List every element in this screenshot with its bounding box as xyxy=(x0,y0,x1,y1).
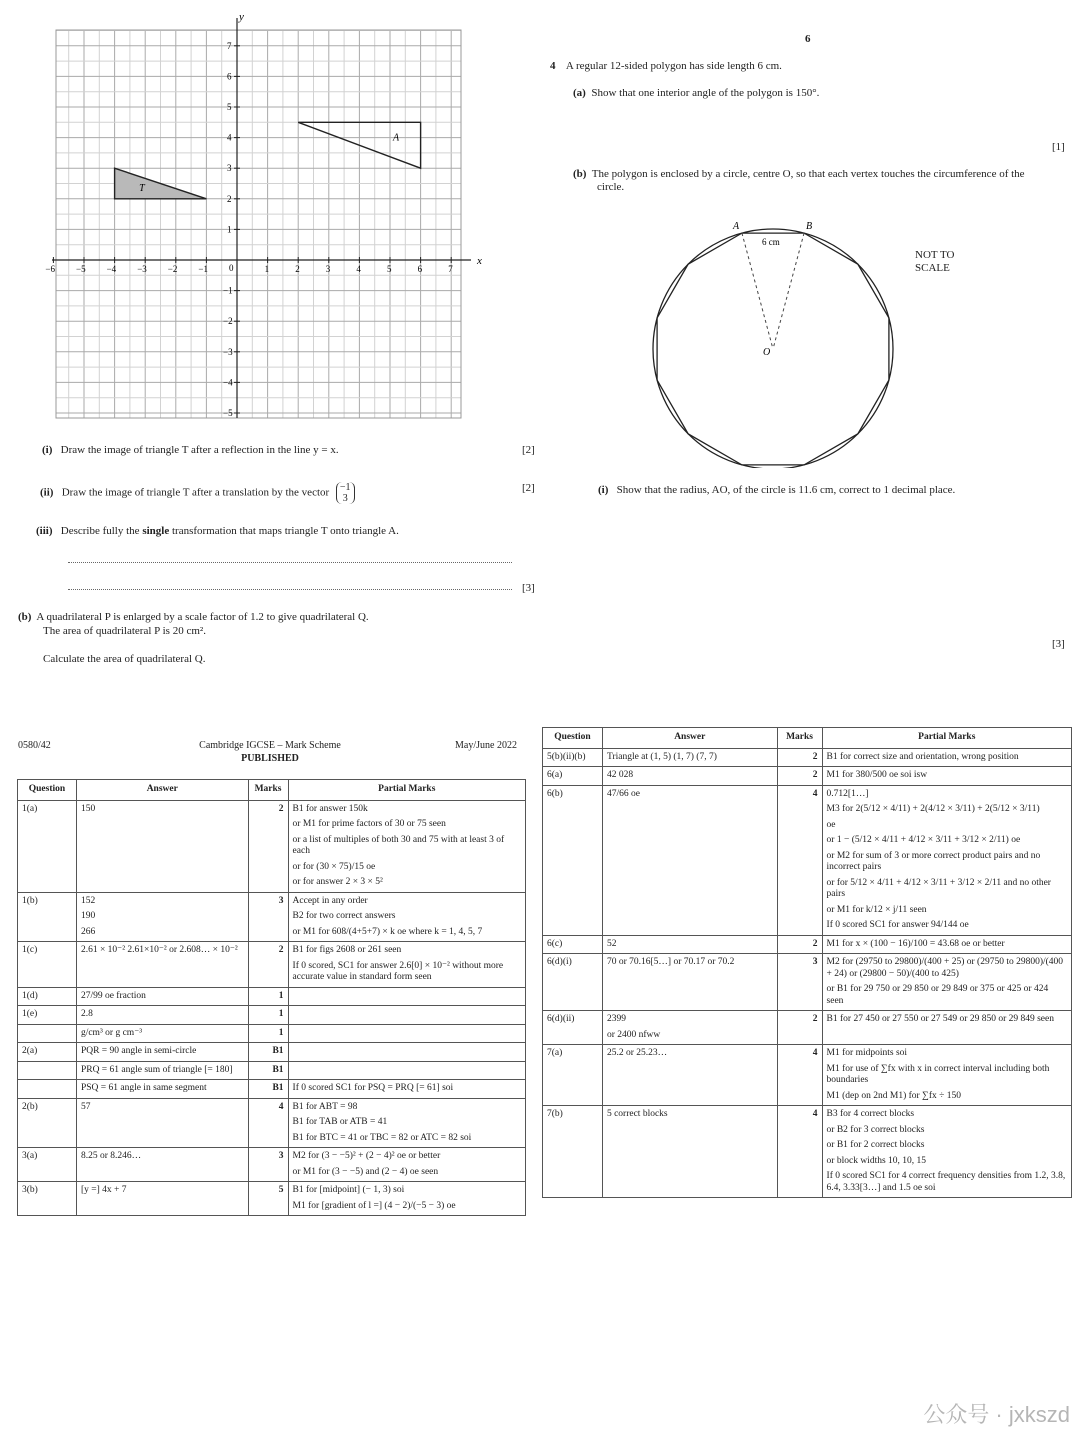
table-row xyxy=(543,785,1072,935)
cell-text: M2 for (3 − −5)² + (2 − 4)² oe or better xyxy=(292,1151,441,1161)
y-tick-label: −4 xyxy=(223,377,233,388)
question-cell xyxy=(543,935,603,954)
y-tick-label: 6 xyxy=(227,71,232,82)
radius-ao xyxy=(742,233,773,349)
mark-scheme-table-left xyxy=(17,779,526,1216)
answer-cell xyxy=(602,935,777,954)
cell-text: or M1 for (3 − −5) and (2 − 4) oe seen xyxy=(292,1166,439,1177)
cell-text: M2 for (29750 to 29800)/(400 + 25) or (29750 to 29800)/(400 + 24) or (29800 − 50)/(400 to 425) xyxy=(826,957,1064,979)
marks-cell xyxy=(248,1080,288,1099)
cell-text: [y =] 4x + 7 xyxy=(80,1185,127,1195)
q4-b-i-mark: [3] xyxy=(1052,638,1065,650)
cell-text: If 0 scored SC1 for PSQ = PRQ [= 61] soi xyxy=(292,1083,454,1093)
cell-text: or M1 for k/12 × j/11 seen xyxy=(826,904,927,915)
cell-text: B1 for TAB or ATB = 41 xyxy=(292,1117,388,1127)
cell-text: Triangle at (1, 5) (1, 7) (7, 7) xyxy=(606,751,717,762)
cell-text: PSQ = 61 angle in same segment xyxy=(80,1083,207,1093)
cell-text: or for 5/12 × 4/11 + 4/12 × 3/11 + 3/12 × 2/11 and no other pairs xyxy=(826,877,1051,899)
question-cell xyxy=(18,1148,77,1182)
cell-text: M1 for x × (100 − 16)/100 = 43.68 oe or better xyxy=(826,938,1005,949)
question-cell xyxy=(543,767,603,786)
table-row xyxy=(18,1080,526,1099)
table-row xyxy=(543,1045,1072,1106)
cell-text: 4 xyxy=(278,1101,284,1112)
cell-text: 266 xyxy=(80,926,96,937)
cell-text: M1 for midpoints soi xyxy=(826,1048,908,1058)
cell-text: oe xyxy=(826,819,836,830)
marks-cell xyxy=(777,1011,822,1045)
marks-cell xyxy=(248,1061,288,1080)
cell-text: 6(d)(i) xyxy=(547,957,572,967)
cell-text: 1(e) xyxy=(22,1009,38,1019)
mark-scheme-table-right xyxy=(542,727,1072,1198)
cell-text: or B1 for 2 correct blocks xyxy=(826,1140,925,1150)
cell-text: 2 xyxy=(812,938,818,949)
q3-iii-mark: [3] xyxy=(522,582,535,594)
table-row xyxy=(543,1011,1072,1045)
cell-text: 1 xyxy=(278,1009,284,1019)
marks-cell xyxy=(777,748,822,767)
x-tick-label: −2 xyxy=(167,264,178,274)
cell-text: M1 (dep on 2nd M1) for ∑fx ÷ 150 xyxy=(826,1090,961,1101)
cell-text: or a list of multiples of both 30 and 75 with at least 3 of each xyxy=(292,834,505,856)
marks-cell xyxy=(248,800,288,892)
table-row xyxy=(18,987,526,1006)
cell-text: g/cm³ or g cm⁻³ xyxy=(80,1027,143,1038)
cell-text: 2(a) xyxy=(22,1046,38,1056)
cell-text: 2(b) xyxy=(22,1101,38,1112)
page-number: 6 xyxy=(805,33,811,45)
marks-cell xyxy=(777,785,822,935)
question-cell xyxy=(18,1006,77,1025)
question-cell xyxy=(18,1024,77,1043)
partial-marks-cell xyxy=(822,935,1071,954)
vertex-a-label: A xyxy=(732,221,740,233)
cell-text: PQR = 90 angle in semi-circle xyxy=(80,1046,197,1056)
vector-bottom: 3 xyxy=(342,493,348,504)
cell-text: B1 for [midpoint] (− 1, 3) soi xyxy=(292,1185,405,1195)
cell-text: 3(a) xyxy=(22,1151,38,1161)
cell-text: B1 for figs 2608 or 261 seen xyxy=(292,945,402,955)
question-cell xyxy=(18,987,77,1006)
answer-cell xyxy=(602,954,777,1011)
answer-cell xyxy=(76,1043,248,1062)
cell-text: 2.8 xyxy=(80,1009,93,1019)
partial-marks-cell xyxy=(822,1045,1071,1106)
cell-text: B1 for 27 450 or 27 550 or 27 549 or 29 850 or 29 849 seen xyxy=(826,1014,1054,1024)
column-header: Partial Marks xyxy=(822,728,1071,749)
q3-b-line3: Calculate the area of quadrilateral Q. xyxy=(43,653,206,665)
q4-a: (a) Show that one interior angle of the polygon is 150°. xyxy=(573,87,820,99)
cell-text: 6(c) xyxy=(547,938,563,949)
partial-marks-cell xyxy=(822,767,1071,786)
table-row xyxy=(543,954,1072,1011)
column-header: Marks xyxy=(248,780,288,801)
answer-cell xyxy=(602,785,777,935)
q4-stem: 4 A regular 12-sided polygon has side length 6 cm. xyxy=(550,60,782,72)
answer-cell xyxy=(76,800,248,892)
marks-cell xyxy=(777,954,822,1011)
cell-text: M1 for [gradient of l =] (4 − 2)/(−5 − 3) oe xyxy=(292,1200,456,1211)
question-cell xyxy=(18,1043,77,1062)
table-row xyxy=(18,1006,526,1025)
cell-text: B1 xyxy=(272,1083,284,1093)
cell-text: B1 xyxy=(272,1046,284,1056)
table-row xyxy=(18,892,526,942)
cell-text: 150 xyxy=(80,803,96,814)
cell-text: 52 xyxy=(606,938,617,949)
cell-text: If 0 scored SC1 for 4 correct frequency densities from 1.2, 3.8, 6.4, 3.33[3…] and 1.5 oe soi xyxy=(826,1171,1066,1193)
cell-text: 1(a) xyxy=(22,803,38,814)
answer-cell xyxy=(76,1024,248,1043)
x-tick-label: −3 xyxy=(137,264,147,274)
cell-text: B2 for two correct answers xyxy=(292,911,396,921)
answer-cell xyxy=(602,1045,777,1106)
y-axis-label: y xyxy=(239,11,244,23)
table-row xyxy=(543,748,1072,767)
cell-text: or 1 − (5/12 × 4/11 + 4/12 × 3/11 + 3/12 × 2/11) oe xyxy=(826,835,1021,845)
cell-text: B1 for ABT = 98 xyxy=(292,1101,358,1112)
centre-o-label: O xyxy=(763,347,771,358)
cell-text: 190 xyxy=(80,911,96,921)
grid-border xyxy=(56,30,461,418)
coordinate-grid xyxy=(0,0,540,430)
table-row xyxy=(18,800,526,892)
x-tick-label: 6 xyxy=(417,264,423,274)
marks-cell xyxy=(248,942,288,988)
q3-b-line2: The area of quadrilateral P is 20 cm². xyxy=(43,625,206,637)
q3-i: (i) Draw the image of triangle T after a reflection in the line y = x. xyxy=(42,444,339,456)
y-tick-label: 2 xyxy=(227,193,232,204)
partial-marks-cell xyxy=(288,892,525,942)
question-cell xyxy=(543,954,603,1011)
cell-text: 5(b)(ii)(b) xyxy=(547,751,586,762)
x-tick-label: 3 xyxy=(325,264,331,274)
answer-cell xyxy=(602,1011,777,1045)
marks-cell xyxy=(248,1043,288,1062)
table-row xyxy=(18,942,526,988)
marks-cell xyxy=(777,767,822,786)
answer-cell xyxy=(76,942,248,988)
cell-text: 7(a) xyxy=(547,1048,563,1058)
y-tick-label: −2 xyxy=(223,316,233,327)
q3-i-mark: [2] xyxy=(522,444,535,456)
y-tick-label: 1 xyxy=(227,224,232,235)
x-tick-label: 1 xyxy=(264,264,270,274)
cell-text: 8.25 or 8.246… xyxy=(80,1151,142,1161)
x-tick-label: 4 xyxy=(356,264,361,274)
partial-marks-cell xyxy=(288,1006,525,1025)
cell-text: 1(c) xyxy=(22,945,38,955)
answer-cell xyxy=(76,1098,248,1148)
cell-text: or 2400 nfww xyxy=(606,1029,661,1040)
cell-text: 1(d) xyxy=(22,990,38,1001)
q3-iii: (iii) Describe fully the single transformation that maps triangle T onto triangle A. xyxy=(36,525,399,537)
side-length-label: 6 cm xyxy=(762,237,780,248)
cell-text: or B1 for 29 750 or 29 850 or 29 849 or 375 or 425 or 424 seen xyxy=(826,984,1049,1006)
cell-text: 57 xyxy=(80,1101,91,1112)
cell-text: B1 xyxy=(272,1064,284,1075)
table-row xyxy=(18,1024,526,1043)
q4-a-mark: [1] xyxy=(1052,141,1065,153)
x-tick-label: −6 xyxy=(45,264,55,274)
cell-text: or for (30 × 75)/15 oe xyxy=(292,861,376,872)
ms-date: May/June 2022 xyxy=(455,740,517,751)
circumcircle xyxy=(653,229,893,468)
cell-text: PRQ = 61 angle sum of triangle [= 180] xyxy=(80,1064,233,1075)
column-header: Answer xyxy=(76,780,248,801)
cell-text: 5 correct blocks xyxy=(606,1109,668,1119)
cell-text: 6(a) xyxy=(547,770,563,780)
cell-text: M1 for use of ∑fx with x in correct interval including both boundaries xyxy=(826,1063,1050,1085)
vector-top: −1 xyxy=(339,482,351,493)
q3-ii-mark: [2] xyxy=(522,482,535,494)
question-cell xyxy=(18,1182,77,1216)
question-cell xyxy=(18,1098,77,1148)
question-cell xyxy=(18,892,77,942)
triangle-t-label: T xyxy=(139,183,145,195)
partial-marks-cell xyxy=(288,1024,525,1043)
cell-text: 2 xyxy=(812,770,818,780)
cell-text: 70 or 70.16[5…] or 70.17 or 70.2 xyxy=(606,957,735,967)
y-tick-label: −5 xyxy=(223,408,233,418)
tick-label-origin: 0 xyxy=(229,263,234,273)
table-row xyxy=(543,935,1072,954)
partial-marks-cell xyxy=(288,1043,525,1062)
y-tick-label: 3 xyxy=(227,163,232,174)
x-tick-label: −4 xyxy=(106,264,117,274)
marks-cell xyxy=(777,1106,822,1198)
x-axis-label: x xyxy=(477,255,482,267)
partial-marks-cell xyxy=(288,1098,525,1148)
vertex-b-label: B xyxy=(806,221,813,233)
partial-marks-cell xyxy=(288,1148,525,1182)
cell-text: or B2 for 3 correct blocks xyxy=(826,1124,925,1135)
cell-text: B1 for answer 150k xyxy=(292,803,368,814)
cell-text: 6(b) xyxy=(547,788,563,799)
cell-text: 3 xyxy=(278,1151,284,1161)
partial-marks-cell xyxy=(288,1182,525,1216)
cell-text: or for answer 2 × 3 × 5² xyxy=(292,877,383,887)
cell-text: 2 xyxy=(812,1014,818,1024)
question-cell xyxy=(543,785,603,935)
cell-text: 0.712[1…] xyxy=(826,788,869,799)
question-cell xyxy=(543,1045,603,1106)
q3-ii: (ii) Draw the image of triangle T after a translation by the vector −1 3 xyxy=(40,482,355,504)
table-row xyxy=(18,1061,526,1080)
triangle-a-label: A xyxy=(393,132,400,144)
column-header: Question xyxy=(18,780,77,801)
answer-line-2[interactable] xyxy=(68,589,512,590)
answer-cell xyxy=(76,987,248,1006)
x-tick-label: 7 xyxy=(448,264,453,274)
question-cell xyxy=(543,748,603,767)
cell-text: M1 for 380/500 oe soi isw xyxy=(826,770,928,780)
answer-cell xyxy=(76,1080,248,1099)
answer-cell xyxy=(76,1148,248,1182)
cell-text: 2 xyxy=(278,945,284,955)
cell-text: If 0 scored SC1 for answer 94/144 oe xyxy=(826,920,969,930)
cell-text: 42 028 xyxy=(606,770,634,780)
table-row xyxy=(18,1098,526,1148)
x-tick-label: 5 xyxy=(387,264,392,274)
cell-text: 2399 xyxy=(606,1014,626,1024)
answer-cell xyxy=(602,1106,777,1198)
cell-text: B1 for BTC = 41 or TBC = 82 or ATC = 82 soi xyxy=(292,1132,472,1143)
table-row xyxy=(543,1106,1072,1198)
answer-line-1[interactable] xyxy=(68,562,512,563)
cell-text: or block widths 10, 10, 15 xyxy=(826,1155,927,1166)
cell-text: 2 xyxy=(278,803,284,814)
cell-text: 7(b) xyxy=(547,1109,563,1119)
table-row xyxy=(543,767,1072,786)
partial-marks-cell xyxy=(822,785,1071,935)
cell-text: or M1 for prime factors of 30 or 75 seen xyxy=(292,819,446,829)
cell-text: 27/99 oe fraction xyxy=(80,990,146,1001)
ms-title: Cambridge IGCSE – Mark Scheme PUBLISHED xyxy=(199,740,341,764)
partial-marks-cell xyxy=(288,942,525,988)
q4-b: (b) The polygon is enclosed by a circle, centre O, so that each vertex touches the circumference of the xyxy=(573,168,1025,180)
question-cell xyxy=(543,1011,603,1045)
answer-cell xyxy=(76,1006,248,1025)
y-tick-label: −3 xyxy=(223,346,233,357)
q4-b-line2: circle. xyxy=(597,181,625,193)
cell-text: 3 xyxy=(278,895,284,906)
cell-text: 1(b) xyxy=(22,895,38,906)
polygon-diagram xyxy=(640,208,920,468)
cell-text: 5 xyxy=(278,1185,284,1195)
q4-b-i: (i) Show that the radius, AO, of the circle is 11.6 cm, correct to 1 decimal place. xyxy=(598,484,956,496)
partial-marks-cell xyxy=(288,1061,525,1080)
question-cell xyxy=(18,1080,77,1099)
radius-bo xyxy=(773,233,804,349)
x-tick-label: 2 xyxy=(295,264,300,274)
answer-cell xyxy=(76,1061,248,1080)
y-tick-label: −1 xyxy=(223,285,233,296)
cell-text: Accept in any order xyxy=(292,895,368,906)
marks-cell xyxy=(777,935,822,954)
question-cell xyxy=(543,1106,603,1198)
partial-marks-cell xyxy=(822,748,1071,767)
cell-text: 6(d)(ii) xyxy=(547,1014,575,1024)
cell-text: 25.2 or 25.23… xyxy=(606,1048,668,1058)
column-header: Marks xyxy=(777,728,822,749)
cell-text: M3 for 2(5/12 × 4/11) + 2(4/12 × 3/11) + 2(5/12 × 3/11) xyxy=(826,804,1040,814)
column-header: Partial Marks xyxy=(288,780,525,801)
x-tick-label: −1 xyxy=(198,264,208,274)
cell-text: 3 xyxy=(812,957,818,967)
cell-text: 4 xyxy=(812,788,818,799)
answer-cell xyxy=(76,892,248,942)
y-tick-label: 4 xyxy=(227,132,232,143)
answer-cell xyxy=(602,767,777,786)
not-to-scale: NOT TO SCALE xyxy=(915,249,955,274)
cell-text: 1 xyxy=(278,1027,284,1038)
cell-text: B1 for correct size and orientation, wrong position xyxy=(826,751,1019,762)
cell-text: B3 for 4 correct blocks xyxy=(826,1109,915,1119)
watermark: 公众号 · jxkszd xyxy=(923,1402,1070,1427)
ms-code: 0580/42 xyxy=(18,740,51,751)
table-row xyxy=(18,1182,526,1216)
partial-marks-cell xyxy=(288,800,525,892)
marks-cell xyxy=(248,1182,288,1216)
marks-cell xyxy=(248,1006,288,1025)
answer-cell xyxy=(602,748,777,767)
y-tick-label: 7 xyxy=(227,40,232,51)
marks-cell xyxy=(248,1024,288,1043)
marks-cell xyxy=(248,892,288,942)
table-row xyxy=(18,1043,526,1062)
cell-text: 2 xyxy=(812,751,818,762)
cell-text: 47/66 oe xyxy=(606,788,640,799)
cell-text: If 0 scored, SC1 for answer 2.6[0] × 10⁻² without more accurate value in standard form seen xyxy=(292,960,504,982)
partial-marks-cell xyxy=(822,1011,1071,1045)
y-tick-label: 5 xyxy=(227,102,232,112)
partial-marks-cell xyxy=(288,1080,525,1099)
cell-text: 4 xyxy=(812,1048,818,1058)
marks-cell xyxy=(248,1148,288,1182)
q3-b: (b) A quadrilateral P is enlarged by a scale factor of 1.2 to give quadrilateral Q. xyxy=(18,611,369,623)
partial-marks-cell xyxy=(288,987,525,1006)
cell-text: or M2 for sum of 3 or more correct product pairs and no incorrect pairs xyxy=(826,850,1041,872)
marks-cell xyxy=(248,987,288,1006)
partial-marks-cell xyxy=(822,954,1071,1011)
question-cell xyxy=(18,800,77,892)
question-cell xyxy=(18,942,77,988)
cell-text: or M1 for 608/(4+5+7) × k oe where k = 1, 4, 5, 7 xyxy=(292,926,483,937)
question-cell xyxy=(18,1061,77,1080)
cell-text: 4 xyxy=(812,1109,818,1119)
partial-marks-cell xyxy=(822,1106,1071,1198)
cell-text: 1 xyxy=(278,990,284,1001)
marks-cell xyxy=(248,1098,288,1148)
cell-text: 2.61 × 10⁻² 2.61×10⁻² or 2.608… × 10⁻² xyxy=(80,945,238,955)
x-tick-label: −5 xyxy=(76,264,86,274)
answer-cell xyxy=(76,1182,248,1216)
cell-text: 3(b) xyxy=(22,1185,38,1195)
table-row xyxy=(18,1148,526,1182)
marks-cell xyxy=(777,1045,822,1106)
cell-text: 152 xyxy=(80,895,96,906)
column-header: Question xyxy=(543,728,603,749)
column-header: Answer xyxy=(602,728,777,749)
